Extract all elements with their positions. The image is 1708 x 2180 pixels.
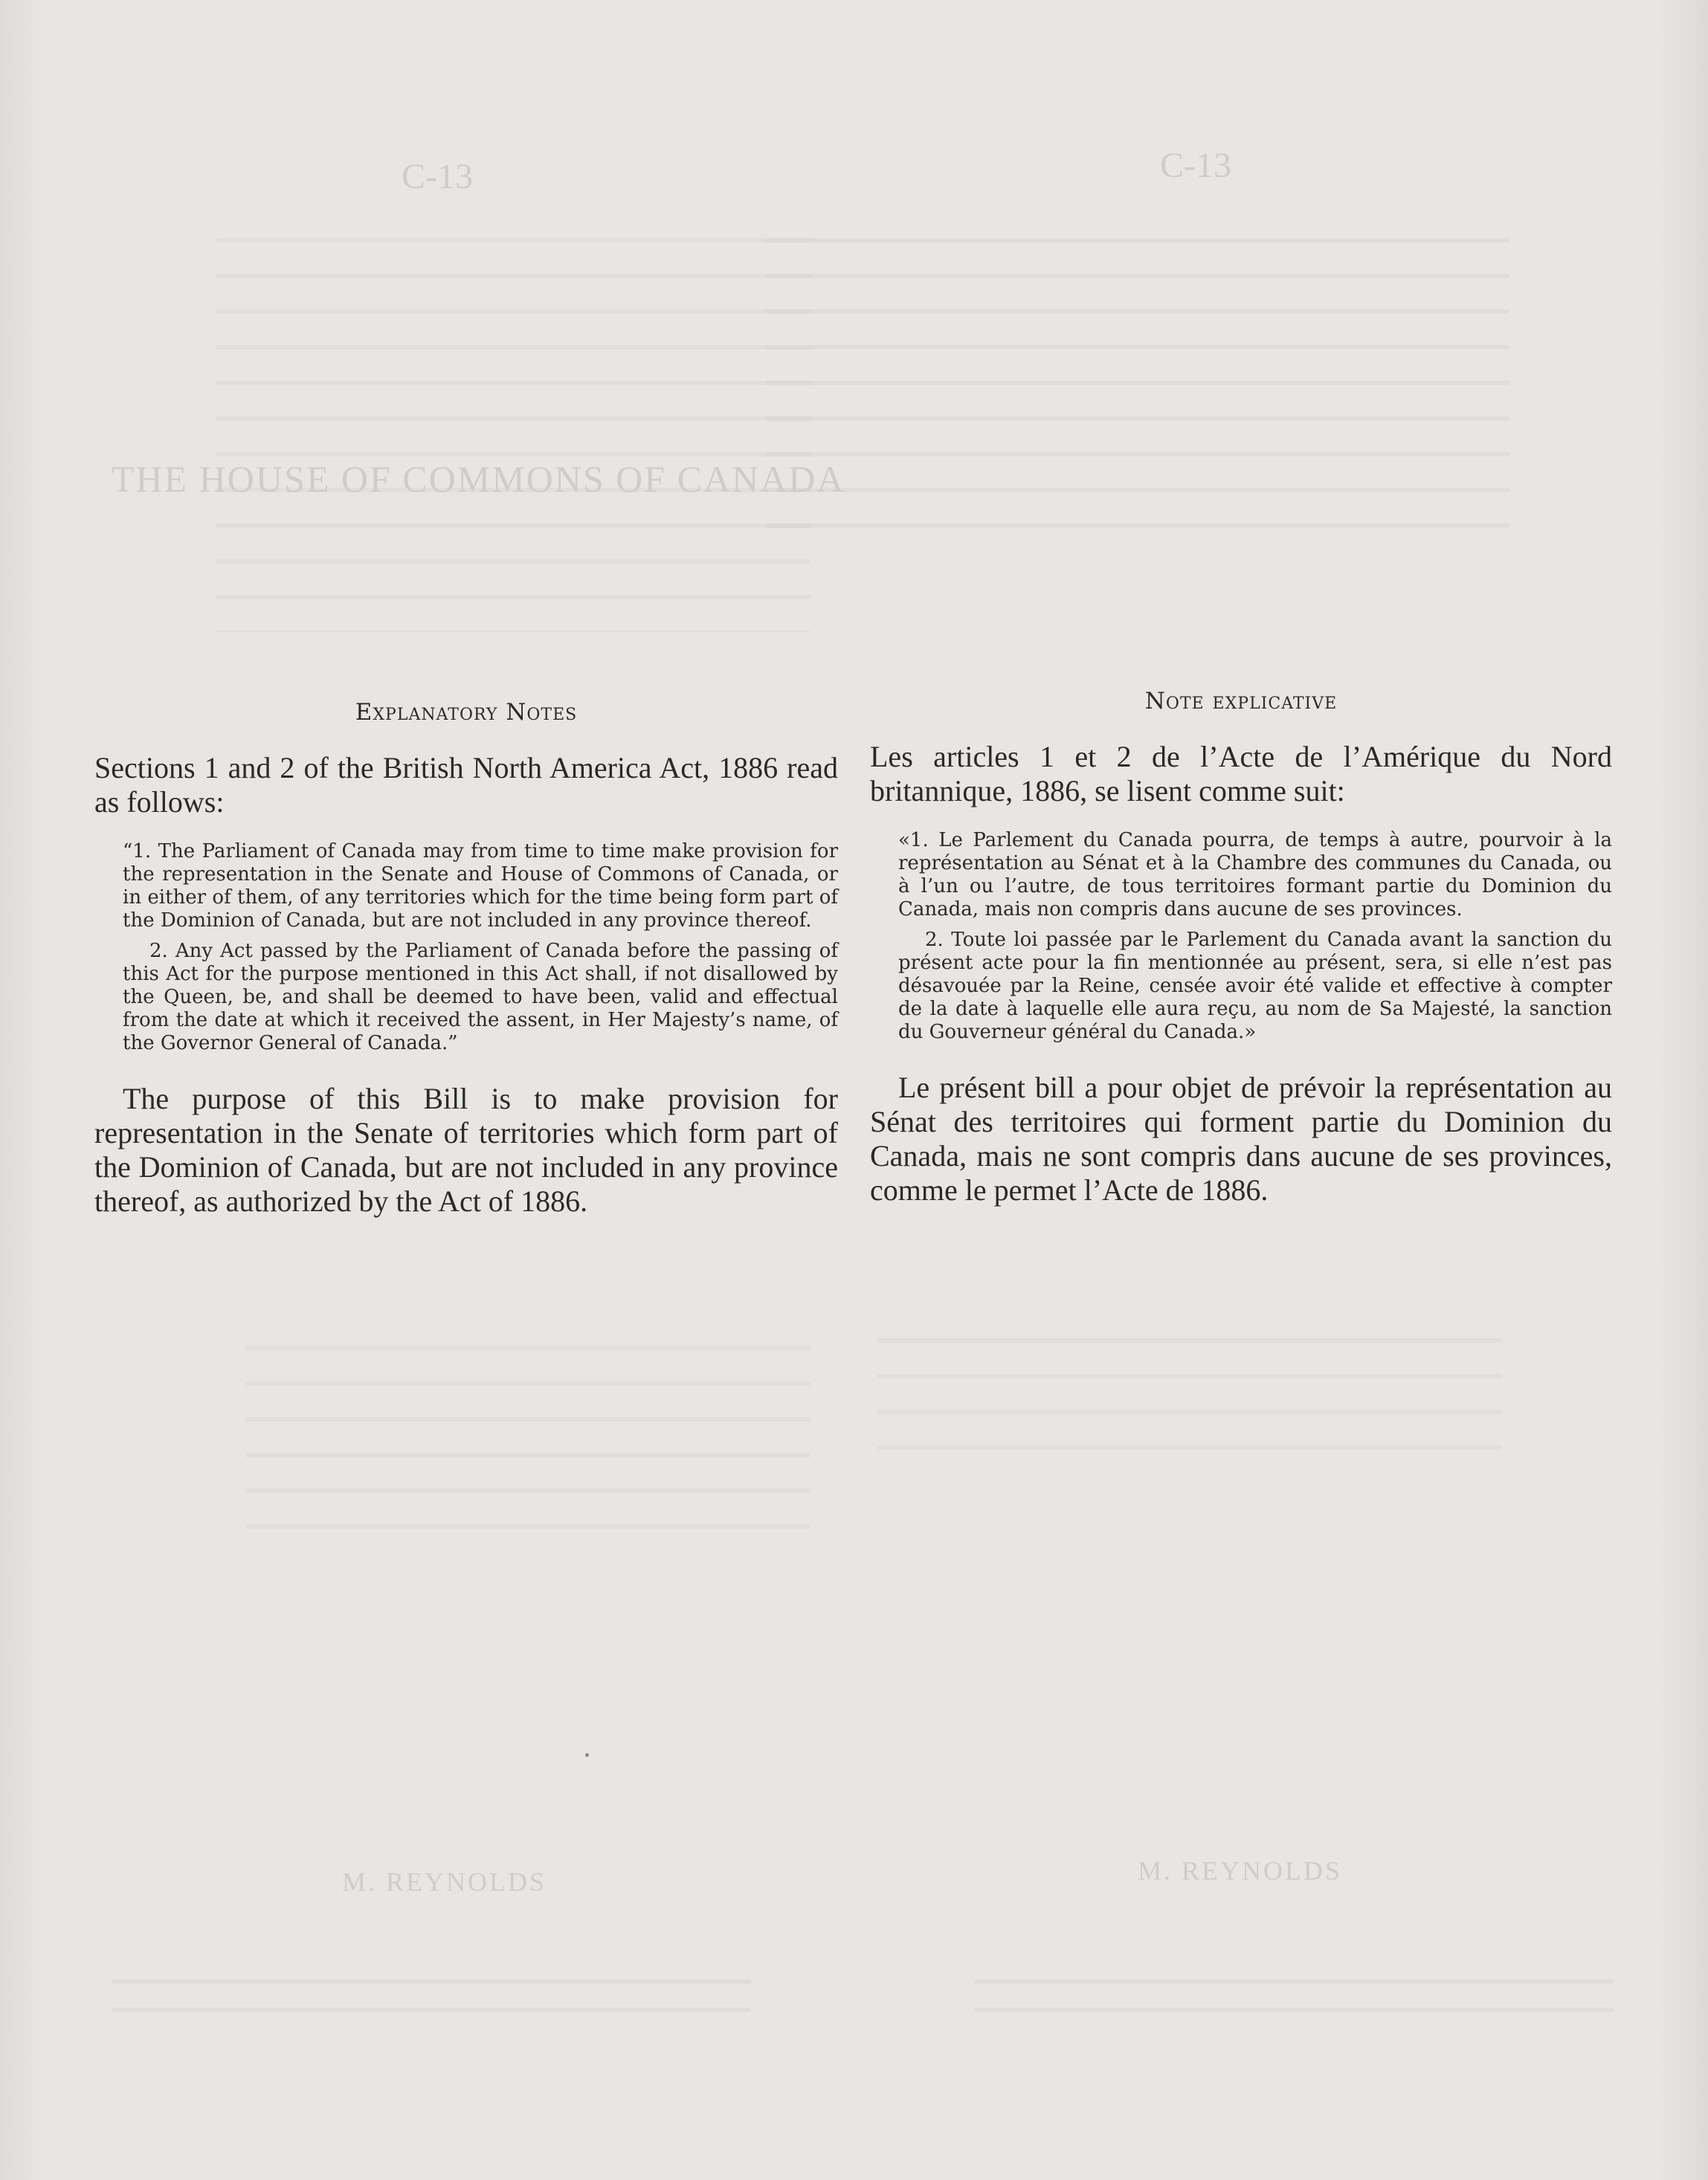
note-explicative-heading: Note explicative <box>1144 688 1338 715</box>
explanatory-notes-heading: Explanatory Notes <box>355 699 578 726</box>
english-column <box>94 699 838 1219</box>
ink-speck <box>585 1753 589 1757</box>
french-column <box>870 688 1612 1207</box>
english-intro: Sections 1 and 2 of the British North America Act, 1886 read as follows: <box>94 751 838 819</box>
english-purpose: The purpose of this Bill is to make provision for representation in the Senate of territories which form part of the Dominion of Canada, but are not included in any province thereof, as authorized by the Act of 1886. <box>94 1082 838 1218</box>
english-quote-section-1: “1. The Parliament of Canada may from time to time make provision for the representation in the Senate and House of Commons of Canada, or in either of them, of any territories which for the time being form part of the Dominion of Canada, but are not included in any province thereof. <box>123 840 838 932</box>
french-quote-section-1: «1. Le Parlement du Canada pourra, de temps à autre, pourvoir à la représentation au Sénat et à la Chambre des communes du Canada, ou à l’un ou l’autre, de tous territoires formant partie du Dominion du Canada, mais non compris dans aucune de ses provinces. <box>898 829 1612 920</box>
french-quote-section-2: 2. Toute loi passée par le Parlement du Canada avant la sanction du présent acte pour la fin mentionnée au présent, sera, si elle n’est pas désavouée par la Reine, censée avoir été valide et effective à compter de la date à laquelle elle aura reçu, au nom de Sa Majesté, la sanction du Gouverneur général du Canada.» <box>898 929 1612 1043</box>
show-through-texture: C-13 C-13 THE HOUSE OF COMMONS OF CANADA M. REYNOLDS M. REYNOLDS <box>0 0 1708 2180</box>
english-quote-section-2: 2. Any Act passed by the Parliament of Canada before the passing of this Act for the purpose mentioned in this Act shall, if not disallowed by the Queen, be, and shall be deemed to have been, valid and effectual from the date at which it received the assent, in Her Majesty’s name, of the Governor General of Canada.” <box>123 940 838 1054</box>
french-purpose: Le présent bill a pour objet de prévoir la représentation au Sénat des territoires qui forment partie du Dominion du Canada, mais ne sont compris dans aucune de ses provinces, comme le permet l’Acte de 1886. <box>870 1071 1612 1207</box>
french-intro: Les articles 1 et 2 de l’Acte de l’Amérique du Nord britannique, 1886, se lisent comme suit: <box>870 740 1612 807</box>
